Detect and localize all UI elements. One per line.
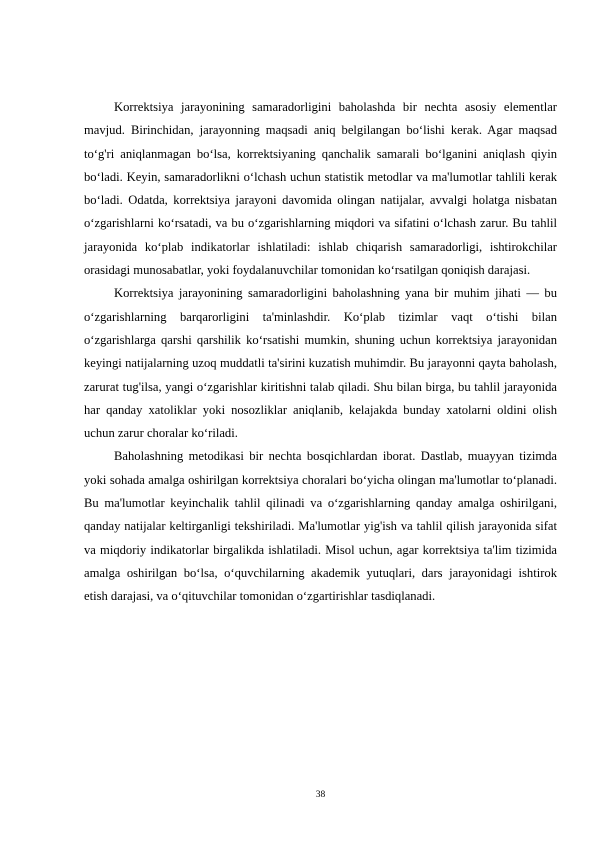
paragraph-1: Korrektsiya jarayonining samaradorligini baholashda bir nechta asosiy elementlar mavjud. Birinchidan, jarayonning maqsadi aniq belgilangan bo‘lishi kerak. Agar maqsad to‘g'ri aniqlanmagan bo‘lsa, korrektsiyaning qanchalik samarali bo‘lganini aniqlash qiyin bo‘ladi. Keyin, samaradorlikni o‘lchash uchun statistik metodlar va ma'lumotlar tahlili kerak bo‘ladi. Odatda, korrektsiya jarayoni davomida olingan natijalar, avvalgi holatga nisbatan o‘zgarishlarni ko‘rsatadi, va bu o‘zgarishlarning miqdori va sifatini o‘lchash zarur. Bu tahlil jarayonida ko‘plab indikatorlar ishlatiladi: ishlab chiqarish samaradorligi, ishtirokchilar orasidagi munosabatlar, yoki foydalanuvchilar tomonidan ko‘rsatilgan qoniqish darajasi. (84, 100, 557, 278)
document-body (84, 96, 557, 609)
paragraph-2: Korrektsiya jarayonining samaradorligini baholashning yana bir muhim jihati — bu o‘zgarishlarning barqarorligini ta'minlashdir. Ko‘plab tizimlar vaqt o‘tishi bilan o‘zgarishlarga qarshi qarshilik ko‘rsatishi mumkin, shuning uchun korrektsiya jarayonidan keyingi natijalarning uzoq muddatli ta'sirini kuzatish muhimdir. Bu jarayonni qayta baholash, zarurat tug'ilsa, yangi o‘zgarishlar kiritishni talab qiladi. Shu bilan birga, bu tahlil jarayonida har qanday xatoliklar yoki nosozliklar aniqlanib, kelajakda bunday xatolarni oldini olish uchun zarur choralar ko‘riladi. (84, 286, 557, 441)
page-number: 38 (315, 790, 326, 800)
paragraph-3: Baholashning metodikasi bir nechta bosqichlardan iborat. Dastlab, muayyan tizimda yoki sohada amalga oshirilgan korrektsiya choralari bo‘yicha olingan ma'lumotlar to‘planadi. Bu ma'lumotlar keyinchalik tahlil qilinadi va o‘zgarishlarning qanday amalga oshirilgani, qanday natijalar keltirganligi tekshiriladi. Ma'lumotlar yig'ish va tahlil qilish jarayonida sifat va miqdoriy indikatorlar birgalikda ishlatiladi. Misol uchun, agar korrektsiya ta'lim tizimida amalga oshirilgan bo‘lsa, o‘quvchilarning akademik yutuqlari, dars jarayonidagi ishtirok etish darajasi, va o‘qituvchilar tomonidan o‘zgartirishlar tasdiqlanadi. (84, 449, 557, 604)
